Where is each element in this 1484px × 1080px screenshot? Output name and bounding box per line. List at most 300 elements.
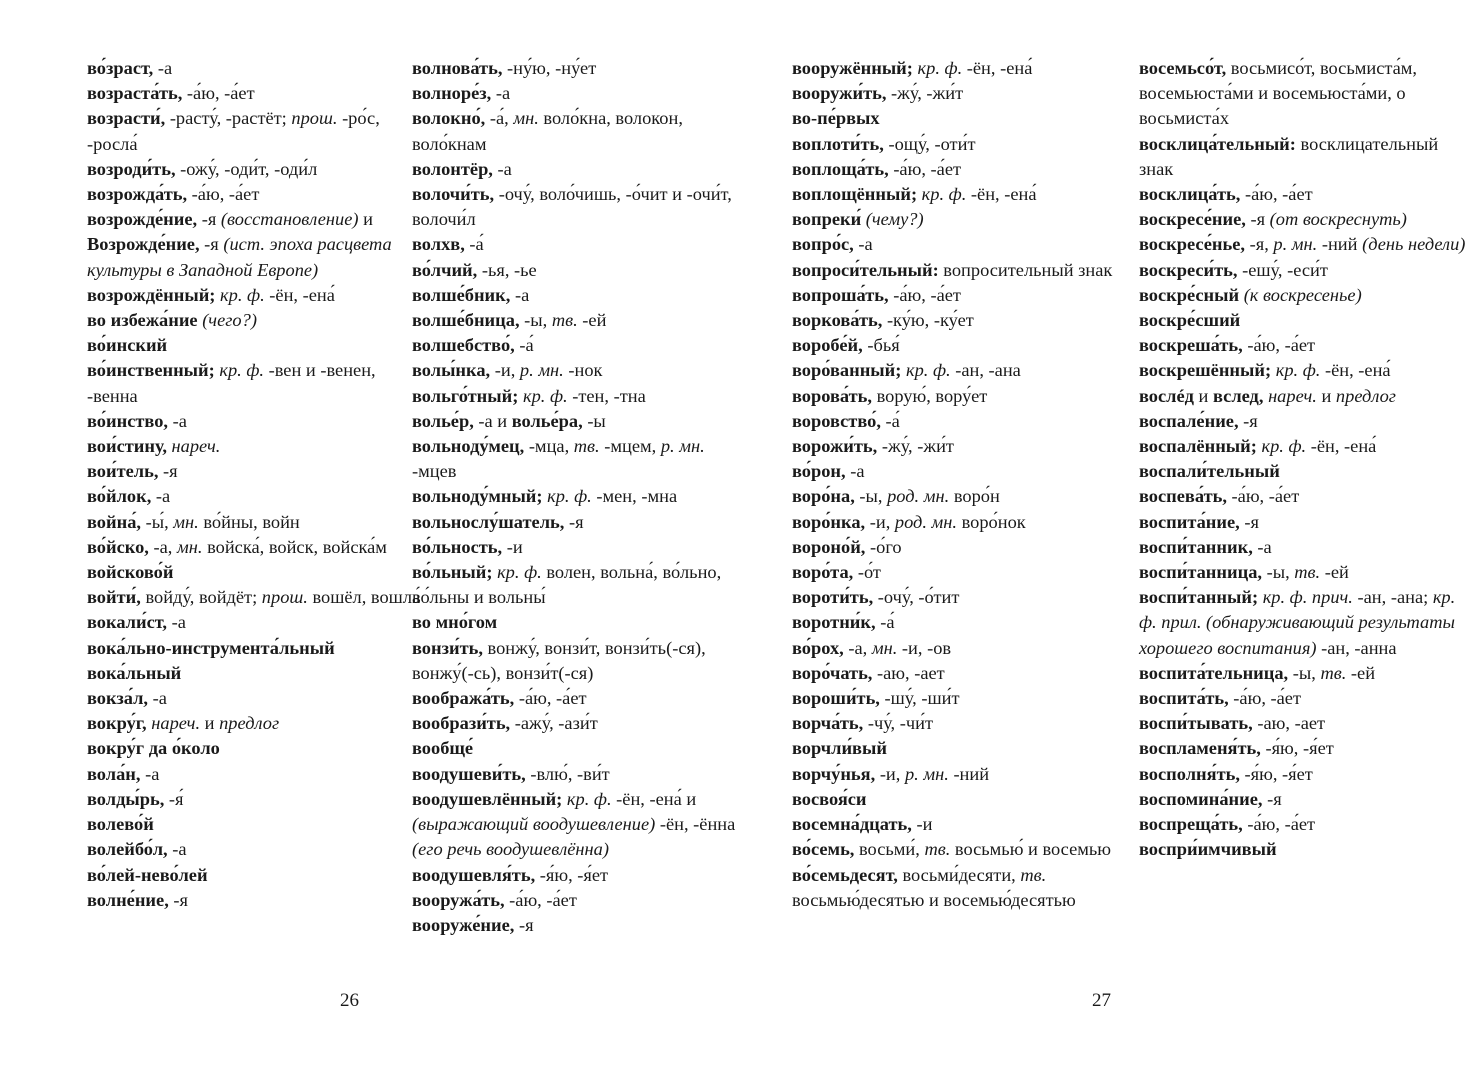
headword: вокру́г да о́коло [87,738,220,759]
dictionary-entry [87,308,422,333]
inflection-text: -а́ю, -а́ет [1247,335,1316,356]
dictionary-entry [87,863,422,888]
headword: воскрешённый; [1139,360,1276,381]
headword: вослéд [1139,385,1199,406]
headword: воскре́сный [1139,284,1244,305]
headword: во́йско, [87,536,154,557]
dictionary-entry [1139,535,1474,560]
inflection-text: войска́, войск, войска́м [207,536,387,557]
headword: вообража́ть, [412,688,519,709]
inflection-text: -а́ю, -а́ет [509,889,577,910]
inflection-text: -а́ю, -а́ет [518,688,587,709]
inflection-text: -ы [587,410,606,431]
dictionary-entry [792,283,1127,308]
inflection-text: -ён, -ена́ [970,184,1037,205]
headword: воодушевля́ть, [412,864,540,885]
inflection-text: -ощу́, -оти́т [888,133,976,154]
dictionary-entry [87,157,422,182]
headword: возраста́ть, [87,83,187,104]
inflection-text: -а́ [880,612,895,633]
headword: вообще́ [412,738,474,759]
headword: воскресе́ние, [1139,209,1251,230]
dictionary-entry [412,560,747,610]
headword: волше́бник, [412,284,515,305]
inflection-text: -я [1244,511,1259,532]
dictionary-entry [412,686,747,711]
inflection-text: -а [172,410,187,431]
inflection-text: -ажу́, -ази́т [514,713,598,734]
grammar-note: кр. ф. [522,385,573,406]
dictionary-entry [87,434,422,459]
headword: вопро́с, [792,234,859,255]
inflection-text: -я [568,511,584,532]
headword: во́семьдесят, [792,864,903,885]
headword: во́рох, [792,637,849,658]
dictionary-entry [792,409,1127,434]
dictionary-entry [412,409,747,434]
dictionary-entry [412,711,747,736]
dictionary-entry [412,913,747,938]
inflection-text: -ья, -ье [481,259,537,280]
grammar-note: кр. ф. прил. (обнаруживающий результаты хорошего воспитания) [1139,587,1456,658]
dictionary-entry [792,358,1127,383]
grammar-note: (день недели) [1362,234,1466,255]
dictionary-entry [792,535,1127,560]
headword: волшебство́, [412,335,520,356]
inflection-text: -ан, -ана; [1357,587,1433,608]
headword: во́рон, [792,461,851,482]
headword: ворова́ть, [792,385,877,406]
grammar-note: нареч. [171,436,221,457]
inflection-text: -и, [879,763,905,784]
inflection-text: воло́кна, волокон, воло́кнам [412,108,683,154]
inflection-text: и [358,209,373,230]
inflection-text: ворую́, вору́ет [876,385,988,406]
inflection-text: -ний [953,763,990,784]
inflection-text: восьмью́ и восемью [954,839,1111,860]
inflection-text: воро́н [953,486,1000,507]
headword: волды́рь, [87,788,169,809]
dictionary-entry [412,863,747,888]
dictionary-entry [87,106,422,156]
inflection-text: -а́, [489,108,514,129]
inflection-text: -ы, [1266,562,1295,583]
headword: воробе́й, [792,335,868,356]
headword: ворожи́ть, [792,436,882,457]
inflection-text: -и [506,536,523,557]
dictionary-entry [792,812,1127,837]
inflection-text: -жу́, -жи́т [881,436,954,457]
headword: восклица́тельный: [1139,133,1301,154]
headword: воркова́ть, [792,310,887,331]
headword: воро́на, [792,486,860,507]
headword: вороти́ть, [792,587,878,608]
inflection-text: -ро́с, -росла́ [87,108,380,154]
headword: возроди́ть, [87,158,181,179]
inflection-text: -ён, -ена́ и [616,788,697,809]
grammar-note: мн. [173,511,204,532]
inflection-text: -ы, [1292,662,1321,683]
headword: вокза́л, [87,688,153,709]
grammar-note: р. мн. [904,763,954,784]
headword: воскре́сший [1139,310,1241,331]
inflection-text: -аю, -ает [1257,713,1326,734]
dictionary-entry [1139,308,1474,333]
headword: вооружённый; [792,58,918,78]
dictionary-entry [792,384,1127,409]
dictionary-entry [792,560,1127,585]
headword: волейбо́л, [87,839,173,860]
dictionary-entry [1139,182,1474,207]
dictionary-entry [1139,232,1474,257]
inflection-text: -а и [478,410,512,431]
inflection-text: -о́го [870,536,902,557]
headword: вока́льно-инструмента́льный [87,637,335,658]
inflection-text: -очу́, воло́чишь, -о́чит и -очи́т, волочи́л [412,184,732,230]
grammar-note: кр. ф. [566,788,617,809]
headword: волхв, [412,234,470,255]
inflection-text: -мца, [528,436,574,457]
dictionary-entry [412,182,747,232]
grammar-note: р. мн. [1273,234,1322,255]
dictionary-entry [1139,132,1474,182]
headword: воскреси́ть, [1139,259,1243,280]
inflection-text: -а [497,158,512,179]
inflection-text: -я [1243,410,1258,431]
grammar-note: предлог [219,713,280,734]
grammar-note: нареч. [151,713,205,734]
headword: волы́нка, [412,360,495,381]
dictionary-entry [87,459,422,484]
dictionary-entry [792,258,1127,283]
headword: воспламеня́ть, [1139,738,1266,759]
headword: воровство́, [792,410,886,431]
dictionary-entry [412,888,747,913]
inflection-text: -а [157,58,173,78]
inflection-text: -а, [848,637,872,658]
headword: война́, [87,511,146,532]
inflection-text: -вен и -венен, -венна [87,360,376,406]
inflection-text: -ён, -ённа [659,814,736,835]
headword: во́льность, [412,536,507,557]
inflection-text: -а [514,284,530,305]
dictionary-entry [87,686,422,711]
headword: воплощённый; [792,184,922,205]
dictionary-entry [1139,434,1474,459]
grammar-note: прош. [261,587,313,608]
inflection-text: -я [1250,209,1270,230]
inflection-text: и [1198,385,1213,406]
inflection-text: восьмисо́т, восьмиста́м, восемьюста́ми и восемьюста́ми, о восьмиста́х [1139,58,1418,129]
grammar-note: (ист. эпоха расцвета культуры в Западной Европе) [87,234,392,280]
grammar-note: кр. ф. [1261,436,1311,457]
headword: воспреща́ть, [1139,814,1248,835]
grammar-note: кр. ф. [219,360,269,381]
dictionary-entry [1139,258,1474,283]
headword: воспи́танница, [1139,562,1267,583]
dictionary-entry [1139,762,1474,787]
grammar-note: кр. ф. [220,284,270,305]
headword: воро́ванный; [792,360,906,381]
dictionary-entry [792,736,1127,761]
inflection-text: -ну́ю, -ну́ет [507,58,597,78]
headword: ворчу́нья, [792,763,880,784]
grammar-note: род. мн. [887,486,954,507]
inflection-text: -мен, -мна [596,486,678,507]
inflection-text: -ы, [524,310,552,331]
headword: вооружи́ть, [792,83,892,104]
dictionary-entry [792,182,1127,207]
page-number: 26 [340,990,359,1011]
dictionary-entry [87,535,422,560]
headword: во́льный; [412,562,498,583]
dictionary-entry [412,56,747,81]
dictionary-entry [1139,459,1474,484]
dictionary-entry [87,585,422,610]
inflection-text: -ён, -ена́ [1310,436,1377,457]
headword: во́инственный; [87,360,220,381]
inflection-text: волен, вольна́, во́льно, во́льны и вольны́ [412,562,722,608]
inflection-text: -ний [1321,234,1363,255]
headword: воскреша́ть, [1139,335,1248,356]
inflection-text: -мцев [412,461,457,482]
dictionary-entry [412,81,747,106]
dictionary-entry [412,610,747,635]
grammar-note: (от воскреснуть) [1269,209,1407,230]
grammar-note: тв. [573,436,605,457]
dictionary-entry [1139,207,1474,232]
dictionary-entry [792,636,1127,661]
grammar-note: мн. [513,108,544,129]
inflection-text: -а [495,83,511,104]
inflection-text: -ей [1350,662,1376,683]
dictionary-column [87,56,422,913]
inflection-text: вонжу́, вонзи́т, вонзи́ть(-ся), вонжу́(-сь), вонзи́т(-ся) [412,637,706,683]
headword: возрожде́ние, [87,209,202,230]
grammar-note: кр. ф. [547,486,597,507]
inflection-text: -тен, -тна [572,385,646,406]
inflection-text: -а́ю, -а́ет [1244,184,1313,205]
headword: воспри́имчивый [1139,839,1277,860]
inflection-text: -ан, -анна [1321,637,1397,658]
headword: волше́бница, [412,310,525,331]
grammar-note: тв. [1294,562,1325,583]
dictionary-entry [87,661,422,686]
inflection-text: -о́т [857,562,881,583]
dictionary-entry [87,182,422,207]
headword: воспита́ние, [1139,511,1245,532]
dictionary-entry [1139,661,1474,686]
inflection-text: -ён, -ена́ [966,58,1033,78]
inflection-text: -а́ [469,234,484,255]
grammar-note: (чего?) [202,310,257,331]
dictionary-entry [792,661,1127,686]
headword: воспита́ть, [1139,688,1234,709]
inflection-text: -влю́, -ви́т [530,763,610,784]
grammar-note: (чему?) [865,209,924,230]
dictionary-entry [792,787,1127,812]
dictionary-entry [412,232,747,257]
dictionary-entry [412,157,747,182]
headword: воспали́тельный [1139,461,1280,482]
headword: во́лчий, [412,259,482,280]
grammar-note: нареч. [1268,385,1322,406]
dictionary-column [412,56,747,938]
grammar-note: р. мн. [519,360,569,381]
headword: волонтёр, [412,158,498,179]
inflection-text: -я́ю, -я́ет [539,864,609,885]
inflection-text: -аю, -ает [877,662,945,683]
headword: восемна́дцать, [792,814,917,835]
dictionary-entry [412,762,747,787]
inflection-text: -я́ [168,788,184,809]
dictionary-entry [412,258,747,283]
headword: возрожда́ть, [87,184,192,205]
headword: во́семь, [792,839,859,860]
inflection-text: -бья́ [867,335,900,356]
inflection-text: -а́ [885,410,900,431]
dictionary-entry [412,384,747,409]
inflection-text: -ён, -ена́ [269,284,335,305]
headword: вслед, [1213,385,1269,406]
dictionary-entry [1139,283,1474,308]
headword: волокно́, [412,108,490,129]
dictionary-entry [87,409,422,434]
dictionary-entry [1139,358,1474,383]
inflection-text: -а́ю, -а́ет [1231,486,1300,507]
inflection-text: -ён, -ена́ [1324,360,1391,381]
dictionary-entry [412,636,747,686]
headword: воспева́ть, [1139,486,1232,507]
headword: волочи́ть, [412,184,499,205]
inflection-text: -а́ю, -а́ет [191,184,260,205]
headword: вои́стину, [87,436,172,457]
headword: воро́нка, [792,511,870,532]
dictionary-entry [87,711,422,736]
headword: волноре́з, [412,83,496,104]
inflection-text: -я [204,234,224,255]
grammar-note: (выражающий воодушевление) [412,814,660,835]
dictionary-entry [792,510,1127,535]
dictionary-entry [792,56,1127,81]
headword: воспита́тельница, [1139,662,1293,683]
inflection-text: -и, [494,360,520,381]
inflection-text: -нок [568,360,603,381]
dictionary-entry [792,81,1127,106]
dictionary-entry [792,585,1127,610]
dictionary-entry [1139,510,1474,535]
headword: войсково́й [87,562,174,583]
inflection-text: -а [145,763,160,784]
inflection-text: -ы, [859,486,888,507]
dictionary-entry [1139,560,1474,585]
dictionary-entry [87,636,422,661]
dictionary-entry [412,283,747,308]
headword: вонзи́ть, [412,637,488,658]
grammar-note: кр. ф. [921,184,971,205]
dictionary-entry [412,333,747,358]
dictionary-entry [1139,333,1474,358]
dictionary-entry [792,711,1127,736]
inflection-text: -ешу́, -еси́т [1242,259,1328,280]
inflection-text: -ы́, [145,511,174,532]
inflection-text: -а [850,461,865,482]
headword: волево́й [87,814,154,835]
grammar-note: кр. ф. [497,562,547,583]
headword: во́инский [87,335,168,356]
dictionary-entry [87,736,422,761]
inflection-text: восьмью́десятью и восемью́десятью [792,889,1076,910]
headword: вои́тель, [87,461,164,482]
dictionary-entry [1139,409,1474,434]
inflection-text: -чу́, -чи́т [867,713,934,734]
headword: воспомина́ние, [1139,788,1268,809]
dictionary-entry [412,106,747,156]
inflection-text: -я, [1249,234,1274,255]
headword: вольго́тный; [412,385,523,406]
headword: вороши́ть, [792,688,885,709]
dictionary-entry [792,610,1127,635]
grammar-note: мн. [177,536,208,557]
dictionary-entry [792,157,1127,182]
dictionary-entry [1139,812,1474,837]
inflection-text: -я́ю, -я́ет [1265,738,1334,759]
headword: вольнослу́шатель, [412,511,569,532]
grammar-note: (его речь воодушевлённа) [412,839,609,860]
inflection-text: восьми́десяти, [902,864,1021,885]
inflection-text: -и [916,814,933,835]
inflection-text: -ей [582,310,607,331]
dictionary-entry [87,207,422,283]
grammar-note: тв. [1020,864,1047,885]
dictionary-entry [87,560,422,585]
inflection-text: -я [201,209,221,230]
headword: воплоти́ть, [792,133,889,154]
headword: воспале́ние, [1139,410,1244,431]
grammar-note: предлог [1335,385,1396,406]
dictionary-entry [792,762,1127,787]
inflection-text: -шу́, -ши́т [884,688,960,709]
inflection-text: и [204,713,220,734]
grammar-note: род. мн. [894,511,962,532]
headword: волне́ние, [87,889,174,910]
headword: воспи́танник, [1139,536,1258,557]
headword: во́йлок, [87,486,156,507]
grammar-note: прош. [291,108,343,129]
headword: волье́р, [412,410,479,431]
headword: воро́чать, [792,662,877,683]
dictionary-entry [792,837,1127,862]
inflection-text: восклицательный знак [1139,133,1439,179]
grammar-note: (к воскресенье) [1243,284,1362,305]
page-number: 27 [1092,990,1111,1011]
dictionary-entry [412,434,747,484]
headword: воспи́тывать, [1139,713,1258,734]
headword: вообрази́ть, [412,713,515,734]
inflection-text: -ей [1324,562,1349,583]
inflection-text: вошёл, вошла́ [312,587,421,608]
inflection-text: вопросительный знак [943,259,1113,280]
inflection-text: -а́ [519,335,534,356]
headword: вокали́ст, [87,612,172,633]
headword: во-пе́рвых [792,108,880,129]
dictionary-column [1139,56,1474,863]
inflection-text: -я [173,889,188,910]
inflection-text: и [1321,385,1336,406]
headword: вокру́г, [87,713,152,734]
dictionary-entry [1139,56,1474,132]
headword: вооружа́ть, [412,889,510,910]
